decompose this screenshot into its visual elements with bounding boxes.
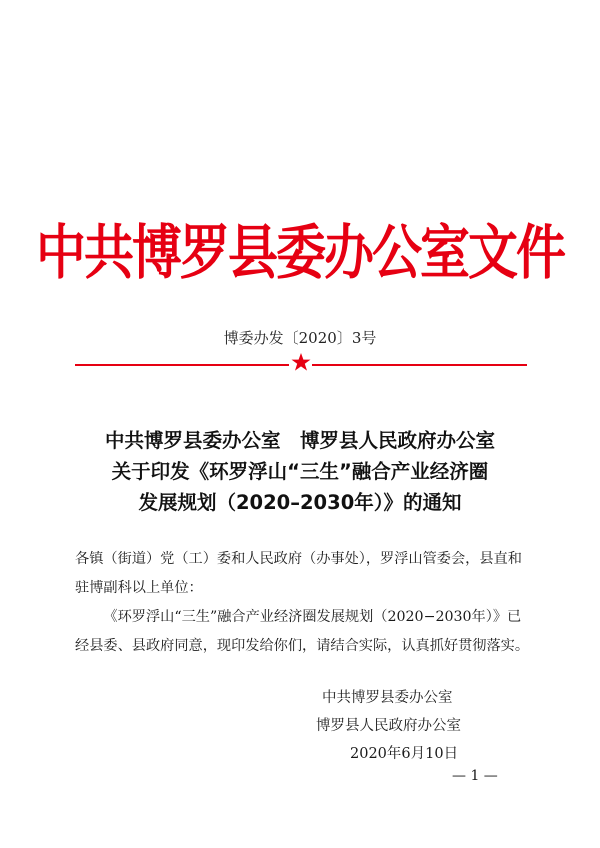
recipients-paragraph: 各镇（街道）党（工）委和人民政府（办事处），罗浮山管委会，县直和驻博副科以上单位： bbox=[75, 551, 522, 596]
notice-title bbox=[40, 425, 560, 518]
notice-body bbox=[75, 545, 530, 661]
signature-org-2: 博罗县人民政府办公室 bbox=[316, 718, 461, 734]
page-number: — 1 — bbox=[452, 768, 498, 784]
title-line-1: 中共博罗县委办公室 博罗县人民政府办公室 bbox=[104, 429, 495, 452]
signature-date: 2020年6月10日 bbox=[350, 746, 459, 762]
star-icon bbox=[291, 352, 311, 372]
red-divider-right bbox=[312, 364, 527, 366]
title-line-2: 关于印发《环罗浮山“三生”融合产业经济圈 bbox=[111, 460, 489, 483]
document-number: 博委办发〔2020〕3号 bbox=[223, 329, 377, 347]
title-line-3: 发展规划（2020–2030年）》的通知 bbox=[138, 491, 462, 514]
masthead-title: 中共博罗县委办公室文件 bbox=[36, 218, 564, 288]
main-paragraph: 《环罗浮山“三生”融合产业经济圈发展规划（2020−2030年）》已经县委、县政府同意，现印发给你们，请结合实际，认真抓好贯彻落实。 bbox=[75, 609, 530, 654]
red-divider-left bbox=[75, 364, 289, 366]
signature-org-1: 中共博罗县委办公室 bbox=[322, 690, 453, 706]
